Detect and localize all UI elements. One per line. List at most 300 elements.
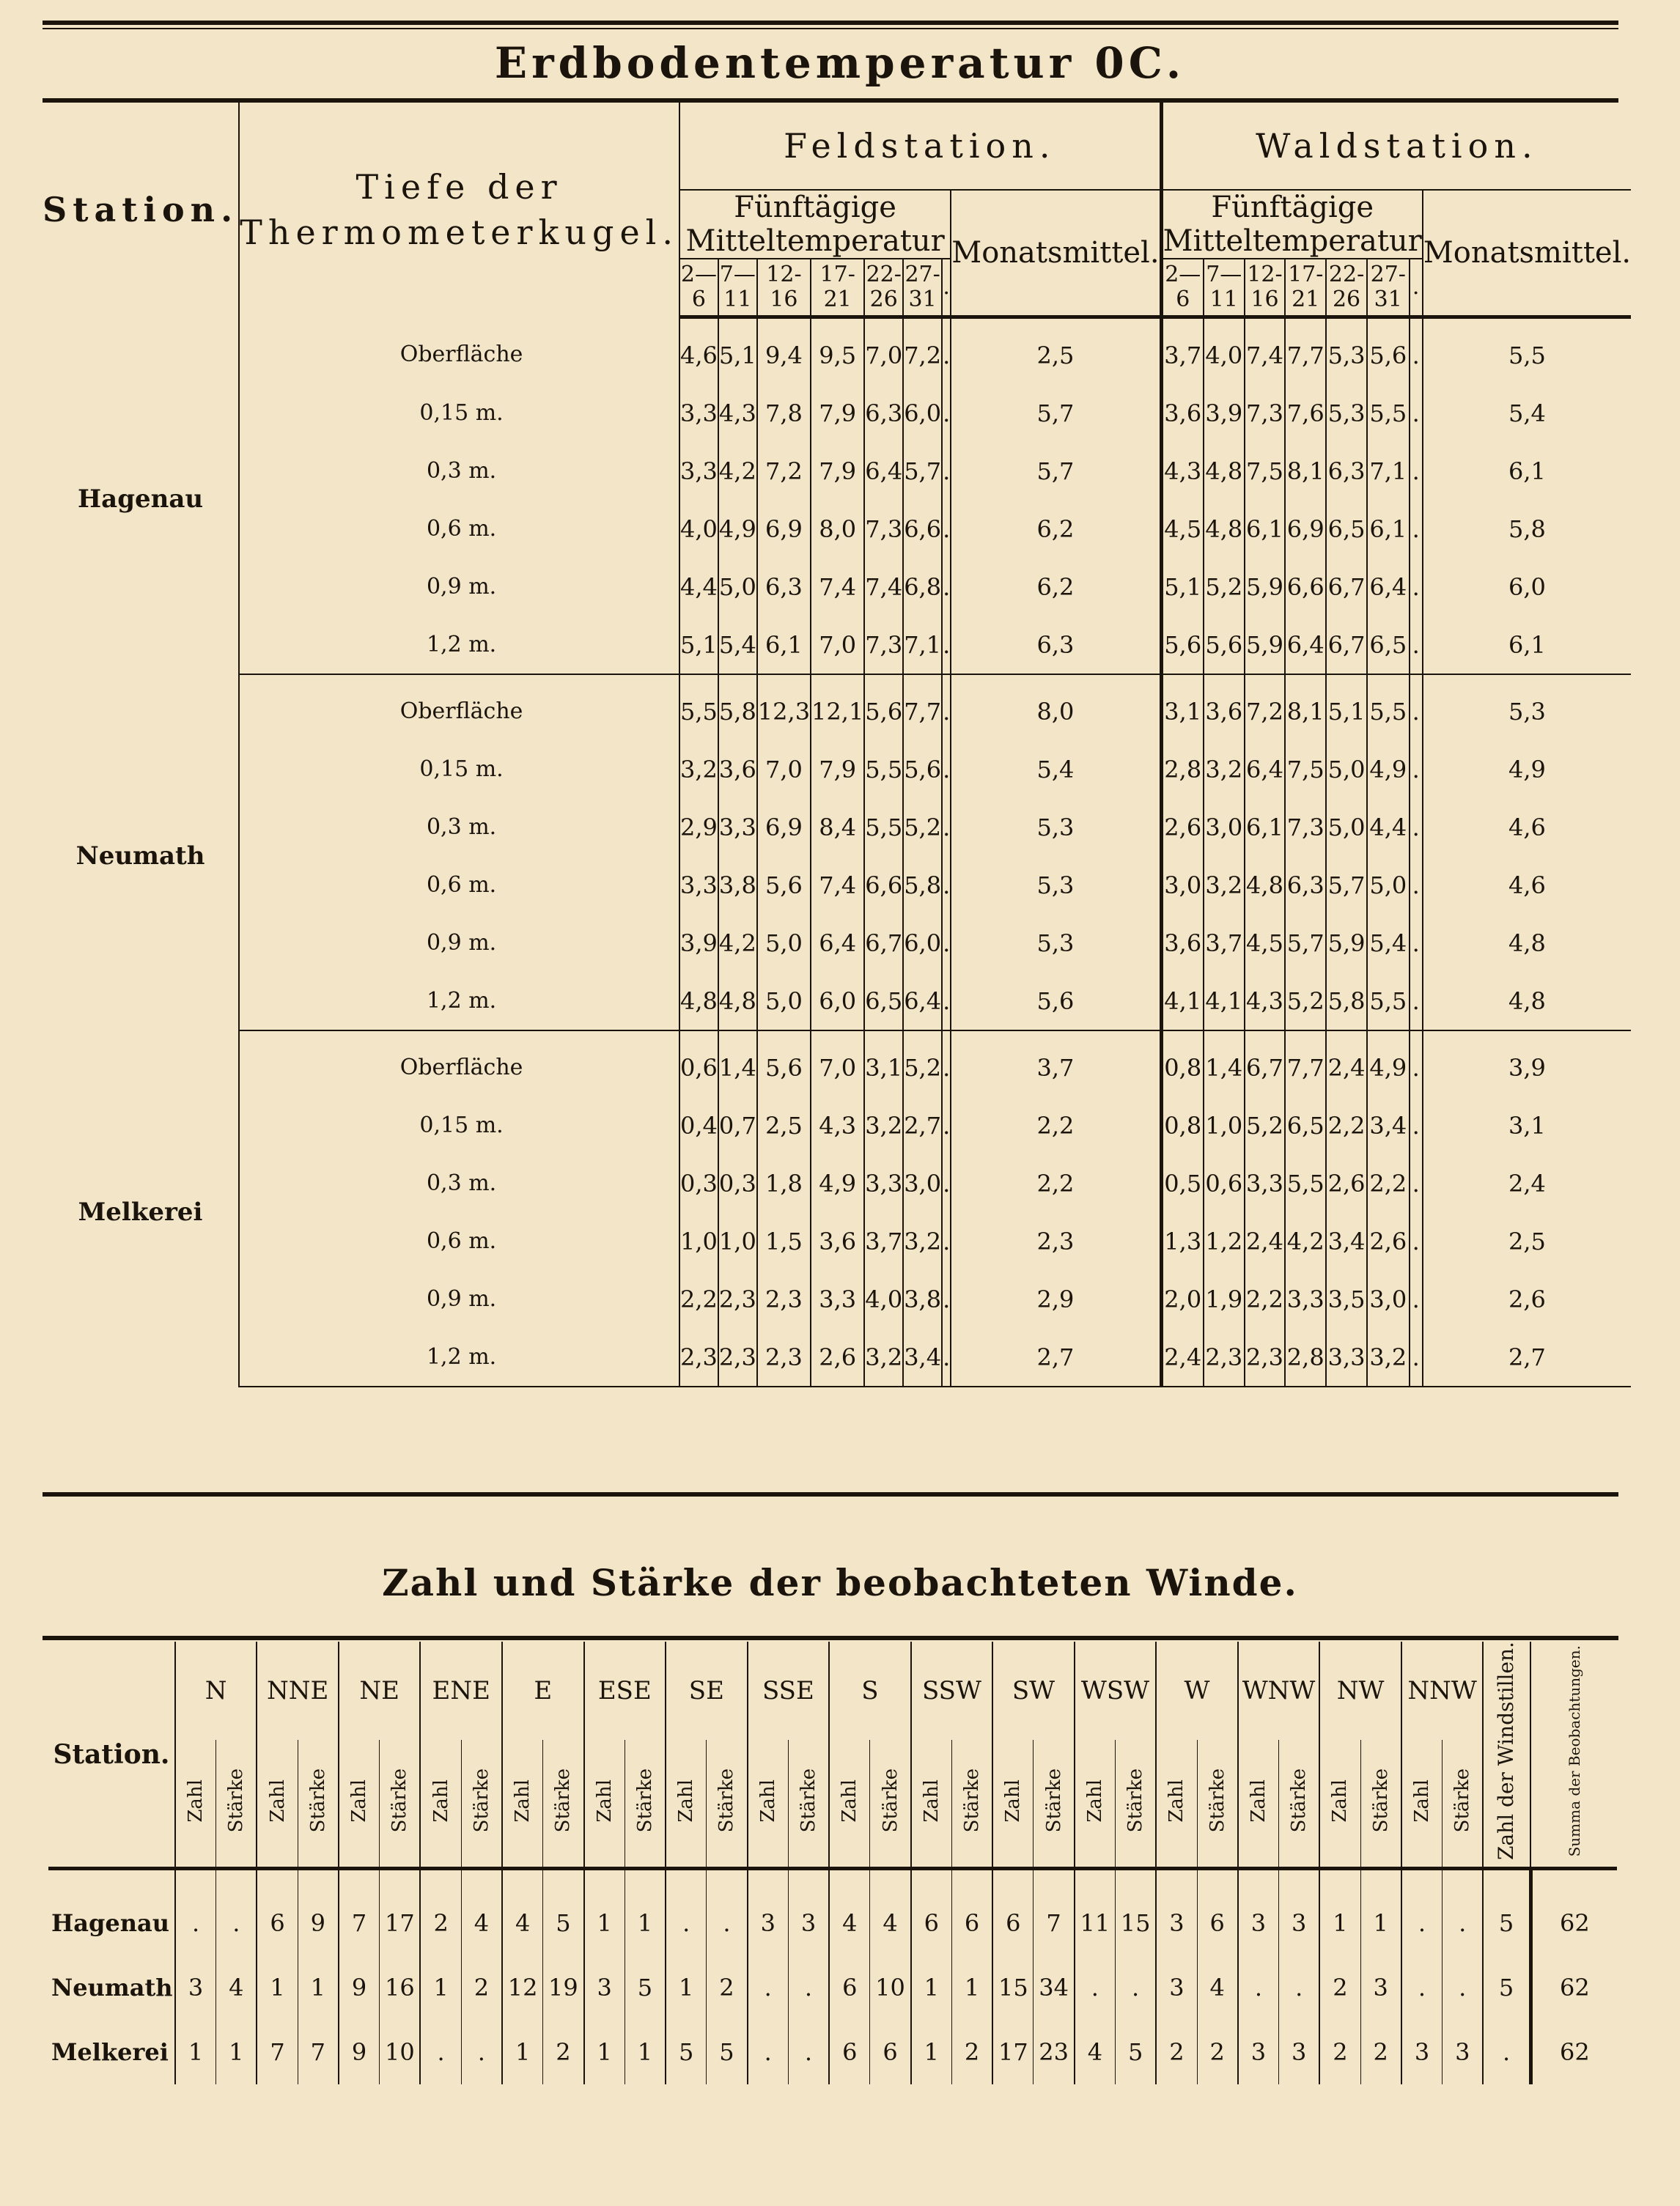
soil-feld-value: 6,8 xyxy=(903,558,942,616)
soil-header-period-feld-1: 7—11 xyxy=(718,259,757,317)
wind-value: 2 xyxy=(543,2020,584,2084)
soil-feld-value: 4,8 xyxy=(718,972,757,1030)
soil-header-period-feld-0: 2—6 xyxy=(679,259,718,317)
wind-sub-zahl xyxy=(1401,1740,1443,1869)
soil-wald-value: . xyxy=(1410,798,1423,856)
soil-wald-value: . xyxy=(1410,674,1423,740)
soil-wald-value: . xyxy=(1410,442,1423,500)
wind-sub-staerke-label: Stärke xyxy=(306,1768,329,1833)
table-row xyxy=(43,1212,1631,1270)
soil-wald-value: 0,8 xyxy=(1161,1030,1204,1096)
soil-header-depth-label: Tiefe der Thermometerkugel. xyxy=(240,167,679,253)
wind-value: 4 xyxy=(829,1869,870,1956)
wind-value: 3 xyxy=(1279,1869,1320,1956)
wind-value: 6 xyxy=(951,1869,992,1956)
soil-header-period-wald-6: . xyxy=(1410,259,1423,317)
soil-feld-value: . xyxy=(942,616,951,674)
wind-value: . xyxy=(1075,1955,1116,2020)
soil-feld-monatsmittel: 2,9 xyxy=(951,1270,1161,1328)
soil-wald-value: 5,5 xyxy=(1285,1154,1326,1212)
wind-sub-zahl xyxy=(257,1740,298,1869)
soil-wald-value: 1,9 xyxy=(1204,1270,1245,1328)
wind-sub-staerke xyxy=(625,1740,666,1869)
wind-value: 1 xyxy=(298,1955,339,2020)
wind-sub-staerke xyxy=(1197,1740,1238,1869)
table-row xyxy=(43,914,1631,972)
soil-wald-value: . xyxy=(1410,1270,1423,1328)
soil-wald-value: 7,1 xyxy=(1367,442,1410,500)
soil-wald-value: 4,8 xyxy=(1245,856,1286,914)
wind-value: 9 xyxy=(298,1869,339,1956)
table-row xyxy=(43,500,1631,558)
wind-station-name: Melkerei xyxy=(51,2038,169,2067)
wind-sub-staerke xyxy=(216,1740,257,1869)
table-row xyxy=(48,1869,1617,1956)
soil-wald-value: 5,5 xyxy=(1367,384,1410,442)
wind-header-dir-e: E xyxy=(502,1642,584,1740)
soil-header-wald: Waldstation. xyxy=(1161,103,1631,190)
soil-feld-value: . xyxy=(942,317,951,385)
soil-wald-monatsmittel: 2,5 xyxy=(1423,1212,1631,1270)
soil-header-feld-monat: Monatsmittel. xyxy=(951,190,1161,317)
soil-feld-value: 3,3 xyxy=(679,384,718,442)
soil-wald-value: . xyxy=(1410,740,1423,798)
soil-feld-value: 3,1 xyxy=(864,1030,903,1096)
soil-wald-value: 3,7 xyxy=(1161,317,1204,385)
wind-sub-zahl xyxy=(748,1740,789,1869)
wind-value: 3 xyxy=(1443,2020,1484,2084)
wind-sub-zahl-label: Zahl xyxy=(839,1779,861,1823)
wind-sub-zahl-label: Zahl xyxy=(593,1779,616,1823)
soil-feld-monatsmittel: 5,3 xyxy=(951,798,1161,856)
soil-wald-value: 6,7 xyxy=(1326,616,1367,674)
soil-feld-value: 9,5 xyxy=(811,317,864,385)
soil-feld-value: 4,4 xyxy=(679,558,718,616)
soil-feld-monatsmittel: 3,7 xyxy=(951,1030,1161,1096)
soil-feld-value: 3,3 xyxy=(811,1270,864,1328)
soil-feld-value: 6,1 xyxy=(757,616,811,674)
wind-value: . xyxy=(1279,1955,1320,2020)
wind-value: 2 xyxy=(420,1869,461,1956)
soil-feld-value: 2,3 xyxy=(757,1270,811,1328)
soil-feld-value: 5,5 xyxy=(679,674,718,740)
soil-wald-value: . xyxy=(1410,384,1423,442)
wind-sub-zahl-label: Zahl xyxy=(1410,1779,1433,1823)
soil-wald-value: 7,5 xyxy=(1245,442,1286,500)
wind-value: 1 xyxy=(951,1955,992,2020)
soil-wald-value: 7,3 xyxy=(1245,384,1286,442)
wind-value: 23 xyxy=(1034,2020,1075,2084)
soil-feld-value: 3,2 xyxy=(679,740,718,798)
soil-wald-value: 5,1 xyxy=(1326,674,1367,740)
soil-wald-value: 2,2 xyxy=(1326,1096,1367,1154)
soil-wald-value: 4,2 xyxy=(1285,1212,1326,1270)
soil-feld-value: 7,2 xyxy=(903,317,942,385)
soil-feld-value: . xyxy=(942,674,951,740)
wind-sub-staerke-label: Stärke xyxy=(1369,1768,1392,1833)
wind-sub-zahl xyxy=(666,1740,707,1869)
wind-header-total-label: Summa der Beobachtungen. xyxy=(1565,1645,1583,1857)
soil-feld-value: 7,4 xyxy=(811,856,864,914)
soil-feld-value: 7,0 xyxy=(811,616,864,674)
wind-value: 1 xyxy=(257,1955,298,2020)
soil-header-station: Station. xyxy=(43,189,239,229)
soil-feld-value: 4,0 xyxy=(679,500,718,558)
soil-feld-value: 5,6 xyxy=(903,740,942,798)
soil-feld-value: 7,0 xyxy=(864,317,903,385)
soil-feld-value: 3,2 xyxy=(864,1096,903,1154)
wind-sub-staerke-label: Stärke xyxy=(388,1768,411,1833)
soil-wald-value: 2,4 xyxy=(1326,1030,1367,1096)
soil-wald-value: 3,2 xyxy=(1204,856,1245,914)
soil-feld-value: 6,9 xyxy=(757,500,811,558)
soil-feld-value: 6,3 xyxy=(864,384,903,442)
wind-value: . xyxy=(216,1869,257,1956)
wind-value: 6 xyxy=(911,1869,952,1956)
wind-value: 5 xyxy=(707,2020,748,2084)
soil-wald-value: 5,7 xyxy=(1326,856,1367,914)
wind-sub-zahl-label: Zahl xyxy=(1329,1779,1352,1823)
soil-wald-monatsmittel: 2,6 xyxy=(1423,1270,1631,1328)
soil-station-melkerei xyxy=(43,1030,1631,1387)
wind-value: 3 xyxy=(1279,2020,1320,2084)
table-row xyxy=(43,674,1631,740)
wind-header-dir-se: SE xyxy=(666,1642,748,1740)
soil-feld-monatsmittel: 8,0 xyxy=(951,674,1161,740)
soil-feld-monatsmittel: 5,7 xyxy=(951,384,1161,442)
soil-wald-value: 3,4 xyxy=(1326,1212,1367,1270)
wind-sub-staerke-label: Stärke xyxy=(879,1768,902,1833)
top-rule xyxy=(43,21,1618,25)
soil-feld-value: 7,9 xyxy=(811,740,864,798)
soil-feld-value: 12,1 xyxy=(811,674,864,740)
soil-wald-value: . xyxy=(1410,1030,1423,1096)
wind-sub-staerke xyxy=(298,1740,339,1869)
soil-wald-value: 6,4 xyxy=(1245,740,1286,798)
wind-header-dir-sse: SSE xyxy=(748,1642,830,1740)
wind-value: . xyxy=(461,2020,502,2084)
soil-wald-value: 4,9 xyxy=(1367,1030,1410,1096)
soil-wald-value: 6,5 xyxy=(1367,616,1410,674)
soil-wald-value: . xyxy=(1410,856,1423,914)
wind-sub-zahl xyxy=(1238,1740,1279,1869)
soil-feld-value: 5,5 xyxy=(864,740,903,798)
soil-depth: 0,6 m. xyxy=(239,500,679,558)
soil-feld-value: 2,3 xyxy=(679,1328,718,1387)
soil-wald-value: 7,4 xyxy=(1245,317,1286,385)
wind-value: 2 xyxy=(1319,2020,1360,2084)
soil-feld-value: . xyxy=(942,1270,951,1328)
soil-feld-value: 3,4 xyxy=(903,1328,942,1387)
wind-value: 16 xyxy=(380,1955,421,2020)
wind-value: 3 xyxy=(788,1869,829,1956)
wind-value: 6 xyxy=(829,1955,870,2020)
soil-station-name: Neumath xyxy=(75,841,205,871)
soil-feld-value: 5,6 xyxy=(864,674,903,740)
soil-header-feld-fuenf: Fünftägige Mitteltemperatur xyxy=(679,190,951,259)
soil-depth: 0,3 m. xyxy=(239,1154,679,1212)
soil-wald-value: 6,3 xyxy=(1285,856,1326,914)
soil-header-feld: Feldstation. xyxy=(679,103,1161,190)
wind-table xyxy=(48,1642,1617,2084)
soil-wald-value: 5,0 xyxy=(1326,798,1367,856)
soil-feld-value: . xyxy=(942,442,951,500)
soil-wald-value: 3,2 xyxy=(1204,740,1245,798)
soil-feld-value: 4,3 xyxy=(811,1096,864,1154)
wind-value: 2 xyxy=(707,1955,748,2020)
soil-feld-value: . xyxy=(942,914,951,972)
table-row xyxy=(43,972,1631,1030)
soil-depth: 0,6 m. xyxy=(239,856,679,914)
soil-temperature-table xyxy=(43,103,1631,1387)
wind-header-dir-nw: NW xyxy=(1319,1642,1401,1740)
soil-wald-value: 5,9 xyxy=(1245,616,1286,674)
soil-wald-value: 5,5 xyxy=(1367,972,1410,1030)
wind-sub-zahl xyxy=(829,1740,870,1869)
wind-value: 1 xyxy=(1319,1869,1360,1956)
wind-value: 7 xyxy=(339,1869,380,1956)
soil-feld-value: 9,4 xyxy=(757,317,811,385)
soil-wald-monatsmittel: 5,4 xyxy=(1423,384,1631,442)
soil-header-period-feld-2: 12-16 xyxy=(757,259,811,317)
soil-wald-value: 0,6 xyxy=(1204,1154,1245,1212)
soil-feld-monatsmittel: 5,3 xyxy=(951,914,1161,972)
soil-feld-value: 5,6 xyxy=(757,1030,811,1096)
soil-feld-value: 4,6 xyxy=(679,317,718,385)
wind-sub-staerke-label: Stärke xyxy=(552,1768,575,1833)
soil-wald-value: 2,3 xyxy=(1245,1328,1286,1387)
soil-feld-monatsmittel: 2,2 xyxy=(951,1096,1161,1154)
soil-title: Erdbodentemperatur 0C. xyxy=(494,38,1186,88)
top-rule-thin xyxy=(43,28,1618,29)
soil-feld-value: 5,5 xyxy=(864,798,903,856)
soil-feld-value: . xyxy=(942,972,951,1030)
wind-value: 3 xyxy=(1156,1869,1197,1956)
wind-sub-zahl-label: Zahl xyxy=(1002,1779,1025,1823)
wind-calm-value: 5 xyxy=(1483,1869,1530,1956)
soil-feld-monatsmittel: 6,2 xyxy=(951,500,1161,558)
soil-wald-value: 3,6 xyxy=(1161,914,1204,972)
soil-header-depth xyxy=(239,103,679,317)
soil-wald-value: 5,6 xyxy=(1204,616,1245,674)
soil-feld-value: 1,8 xyxy=(757,1154,811,1212)
soil-wald-value: 5,3 xyxy=(1326,384,1367,442)
soil-feld-value: 6,5 xyxy=(864,972,903,1030)
wind-value: 2 xyxy=(1197,2020,1238,2084)
soil-feld-value: 6,4 xyxy=(811,914,864,972)
wind-value: 2 xyxy=(951,2020,992,2084)
soil-wald-value: 5,3 xyxy=(1326,317,1367,385)
soil-wald-value: 7,5 xyxy=(1285,740,1326,798)
soil-feld-value: 1,5 xyxy=(757,1212,811,1270)
wind-sub-staerke xyxy=(951,1740,992,1869)
soil-wald-value: . xyxy=(1410,1096,1423,1154)
soil-wald-value: 5,5 xyxy=(1367,674,1410,740)
soil-feld-value: . xyxy=(942,798,951,856)
soil-feld-value: 5,1 xyxy=(679,616,718,674)
soil-wald-value: 3,4 xyxy=(1367,1096,1410,1154)
soil-wald-value: 6,6 xyxy=(1285,558,1326,616)
wind-sub-zahl xyxy=(175,1740,216,1869)
soil-depth: 1,2 m. xyxy=(239,972,679,1030)
soil-feld-monatsmittel: 6,2 xyxy=(951,558,1161,616)
soil-feld-value: 3,2 xyxy=(864,1328,903,1387)
wind-sub-staerke xyxy=(1034,1740,1075,1869)
wind-value: 1 xyxy=(911,2020,952,2084)
soil-feld-value: 5,0 xyxy=(757,972,811,1030)
soil-feld-value: 4,2 xyxy=(718,442,757,500)
wind-value: 4 xyxy=(1075,2020,1116,2084)
soil-wald-value: 3,2 xyxy=(1367,1328,1410,1387)
wind-value: 6 xyxy=(992,1869,1034,1956)
soil-wald-value: 6,1 xyxy=(1367,500,1410,558)
wind-header-dir-nne: NNE xyxy=(257,1642,339,1740)
wind-value: 3 xyxy=(1360,1955,1401,2020)
soil-depth: 1,2 m. xyxy=(239,616,679,674)
wind-value: 2 xyxy=(1319,1955,1360,2020)
wind-header-calm-label: Zahl der Windstillen. xyxy=(1494,1642,1519,1861)
soil-feld-value: 5,0 xyxy=(757,914,811,972)
soil-feld-value: 5,8 xyxy=(903,856,942,914)
table-row xyxy=(43,384,1631,442)
soil-feld-value: 6,0 xyxy=(903,914,942,972)
soil-feld-value: 0,3 xyxy=(679,1154,718,1212)
soil-wald-value: . xyxy=(1410,1154,1423,1212)
soil-feld-value: 1,0 xyxy=(718,1212,757,1270)
soil-feld-value: 4,9 xyxy=(718,500,757,558)
table-row xyxy=(48,1955,1617,2020)
soil-wald-value: 5,6 xyxy=(1367,317,1410,385)
table-row xyxy=(43,856,1631,914)
soil-feld-value: 7,3 xyxy=(864,616,903,674)
soil-feld-value: 8,0 xyxy=(811,500,864,558)
soil-feld-value: 5,2 xyxy=(903,1030,942,1096)
soil-wald-value: 3,7 xyxy=(1204,914,1245,972)
soil-wald-monatsmittel: 5,8 xyxy=(1423,500,1631,558)
soil-feld-value: . xyxy=(942,1154,951,1212)
wind-value: 12 xyxy=(502,1955,543,2020)
soil-feld-value: 7,2 xyxy=(757,442,811,500)
soil-wald-value: 4,3 xyxy=(1245,972,1286,1030)
wind-header-calm xyxy=(1483,1642,1530,1869)
soil-wald-value: 2,6 xyxy=(1326,1154,1367,1212)
soil-feld-value: 7,4 xyxy=(864,558,903,616)
soil-wald-value: 2,4 xyxy=(1245,1212,1286,1270)
soil-wald-value: 1,2 xyxy=(1204,1212,1245,1270)
wind-sub-zahl xyxy=(420,1740,461,1869)
wind-value: 34 xyxy=(1034,1955,1075,2020)
wind-sub-zahl-label: Zahl xyxy=(756,1779,779,1823)
wind-header-dir-wsw: WSW xyxy=(1075,1642,1157,1740)
soil-wald-value: 2,3 xyxy=(1204,1328,1245,1387)
wind-value: 4 xyxy=(1197,1955,1238,2020)
table-row xyxy=(43,1270,1631,1328)
wind-value: . xyxy=(748,1955,789,2020)
soil-header-period-wald-3: 17-21 xyxy=(1285,259,1326,317)
soil-header-period-feld-4: 22-26 xyxy=(864,259,903,317)
soil-feld-value: . xyxy=(942,1096,951,1154)
wind-total-value: 62 xyxy=(1530,1869,1617,1956)
table-row xyxy=(43,798,1631,856)
wind-value: . xyxy=(1443,1869,1484,1956)
wind-sub-zahl xyxy=(502,1740,543,1869)
table-row xyxy=(43,317,1631,385)
soil-header-period-wald-1: 7—11 xyxy=(1204,259,1245,317)
wind-calm-value: 5 xyxy=(1483,1955,1530,2020)
wind-sub-zahl-label: Zahl xyxy=(185,1779,207,1823)
soil-wald-value: 5,2 xyxy=(1204,558,1245,616)
wind-value: 1 xyxy=(911,1955,952,2020)
wind-sub-staerke-label: Stärke xyxy=(1042,1768,1065,1833)
soil-depth: 0,6 m. xyxy=(239,1212,679,1270)
soil-wald-monatsmittel: 5,3 xyxy=(1423,674,1631,740)
soil-wald-value: 1,3 xyxy=(1161,1212,1204,1270)
wind-sub-staerke xyxy=(1279,1740,1320,1869)
wind-sub-staerke xyxy=(543,1740,584,1869)
soil-feld-monatsmittel: 5,6 xyxy=(951,972,1161,1030)
wind-sub-zahl-label: Zahl xyxy=(675,1779,698,1823)
soil-feld-value: 7,9 xyxy=(811,384,864,442)
wind-sub-staerke-label: Stärke xyxy=(1206,1768,1228,1833)
wind-header-directions xyxy=(48,1642,1617,1740)
soil-wald-value: 7,6 xyxy=(1285,384,1326,442)
soil-depth: 0,3 m. xyxy=(239,798,679,856)
wind-value: 6 xyxy=(829,2020,870,2084)
soil-wald-value: 4,8 xyxy=(1204,442,1245,500)
wind-sub-staerke-label: Stärke xyxy=(470,1768,493,1833)
soil-wald-value: 0,8 xyxy=(1161,1096,1204,1154)
soil-feld-value: 0,3 xyxy=(718,1154,757,1212)
soil-depth: 0,9 m. xyxy=(239,558,679,616)
wind-header-dir-n: N xyxy=(175,1642,257,1740)
soil-wald-monatsmittel: 6,0 xyxy=(1423,558,1631,616)
wind-sub-staerke-label: Stärke xyxy=(797,1768,819,1833)
wind-value: 9 xyxy=(339,1955,380,2020)
soil-wald-value: 6,3 xyxy=(1326,442,1367,500)
soil-header-period-wald-4: 22-26 xyxy=(1326,259,1367,317)
soil-wald-value: 6,9 xyxy=(1285,500,1326,558)
wind-total-value: 62 xyxy=(1530,2020,1617,2084)
soil-wald-value: 5,7 xyxy=(1285,914,1326,972)
wind-value: 4 xyxy=(461,1869,502,1956)
soil-wald-value: 4,1 xyxy=(1204,972,1245,1030)
soil-wald-value: 3,3 xyxy=(1326,1328,1367,1387)
wind-value: . xyxy=(1443,1955,1484,2020)
soil-wald-value: 8,1 xyxy=(1285,674,1326,740)
soil-feld-value: 5,6 xyxy=(757,856,811,914)
wind-header-dir-s: S xyxy=(829,1642,911,1740)
wind-value: 5 xyxy=(625,1955,666,2020)
soil-wald-value: 2,6 xyxy=(1161,798,1204,856)
soil-feld-value: 7,1 xyxy=(903,616,942,674)
soil-feld-value: 5,0 xyxy=(718,558,757,616)
wind-value: 1 xyxy=(625,1869,666,1956)
soil-wald-value: 5,4 xyxy=(1367,914,1410,972)
soil-feld-value: . xyxy=(942,558,951,616)
soil-feld-value: 7,3 xyxy=(864,500,903,558)
wind-header-dir-sw: SW xyxy=(992,1642,1075,1740)
soil-wald-monatsmittel: 3,1 xyxy=(1423,1096,1631,1154)
wind-value: 2 xyxy=(1360,2020,1401,2084)
wind-value: 6 xyxy=(870,2020,911,2084)
soil-feld-value: 3,3 xyxy=(718,798,757,856)
wind-value: 15 xyxy=(1116,1869,1157,1956)
wind-station-name: Neumath xyxy=(51,1974,173,2002)
soil-feld-value: 5,4 xyxy=(718,616,757,674)
wind-body xyxy=(48,1869,1617,2085)
wind-header-dir-ese: ESE xyxy=(584,1642,666,1740)
soil-wald-value: 5,1 xyxy=(1161,558,1204,616)
